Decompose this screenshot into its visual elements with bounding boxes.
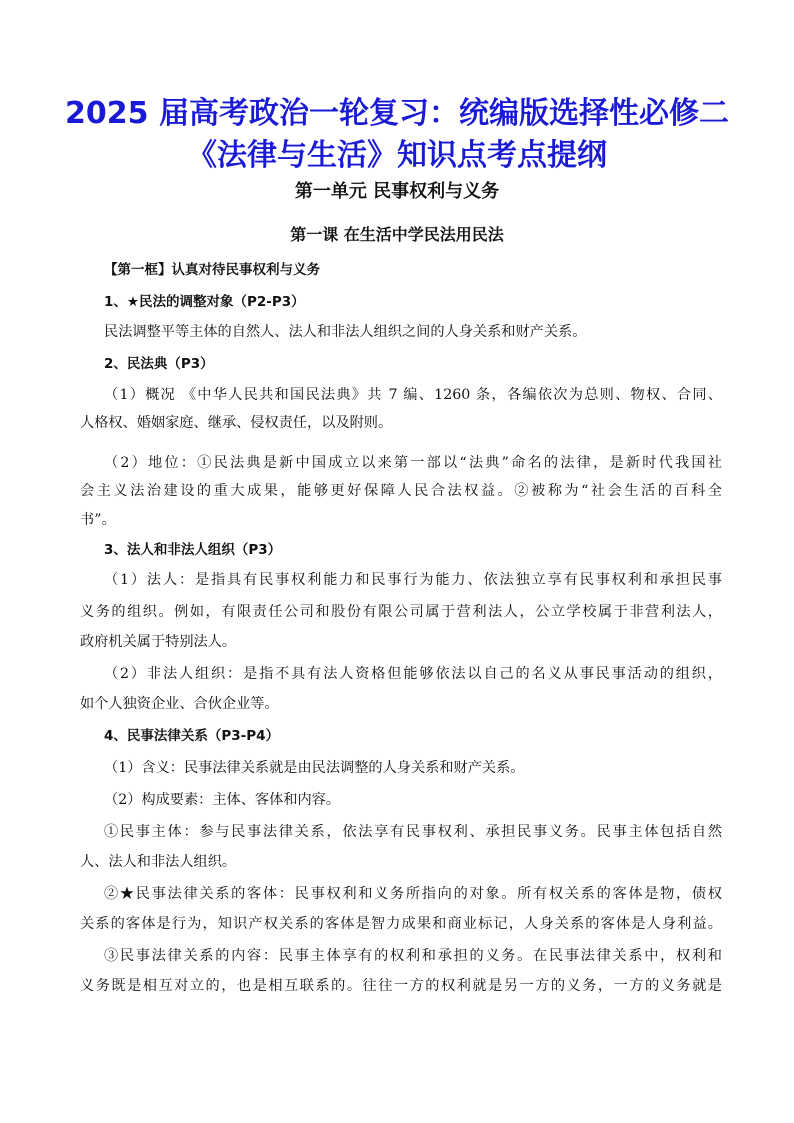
paragraph-line: ③民事法律关系的内容：民事主体享有的权利和承担的义务。在民事法律关系中，权利和 bbox=[104, 948, 722, 964]
paragraph-line: （1）概况 《中华人民共和国民法典》共 7 编、1260 条，各编依次为总则、物权、合同、 bbox=[104, 387, 722, 403]
paragraph-line: 人、法人和非法人组织。 bbox=[80, 854, 237, 870]
document-title-line-1: 2025 届高考政治一轮复习：统编版选择性必修二 bbox=[65, 96, 729, 131]
paragraph-line: （1）法人：是指具有民事权利能力和民事行为能力、依法独立享有民事权利和承担民事 bbox=[104, 572, 722, 588]
paragraph-line: 政府机关属于特别法人。 bbox=[80, 634, 237, 650]
paragraph-line: 如个人独资企业、合伙企业等。 bbox=[80, 696, 279, 712]
document-title-line-2: 《法律与生活》知识点考点提纲 bbox=[187, 138, 607, 173]
paragraph-line: ②★民事法律关系的客体：民事权利和义务所指向的对象。所有权关系的客体是物，债权 bbox=[104, 886, 722, 902]
paragraph-line: 会主义法治建设的重大成果，能够更好保障人民合法权益。②被称为“社会生活的百科全 bbox=[80, 483, 722, 499]
frame-title: 【第一框】认真对待民事权利与义务 bbox=[104, 262, 320, 278]
paragraph-line: 书”。 bbox=[80, 512, 116, 528]
section-heading-2: 2、民法典（P3） bbox=[104, 356, 214, 372]
paragraph-line: （1）含义：民事法律关系就是由民法调整的人身关系和财产关系。 bbox=[104, 760, 525, 776]
section-heading-1: 1、★民法的调整对象（P2-P3） bbox=[104, 294, 305, 310]
paragraph-line: 人格权、婚姻家庭、继承、侵权责任，以及附则。 bbox=[80, 415, 393, 431]
lesson-title: 第一课 在生活中学民法用民法 bbox=[290, 225, 504, 244]
paragraph-line: （2）构成要素：主体、客体和内容。 bbox=[104, 792, 341, 808]
paragraph-line: ①民事主体：参与民事法律关系，依法享有民事权利、承担民事义务。民事主体包括自然 bbox=[104, 824, 722, 840]
paragraph-line: （2）地位：①民法典是新中国成立以来第一部以“法典”命名的法律，是新时代我国社 bbox=[104, 455, 722, 471]
paragraph-line: 义务既是相互对立的，也是相互联系的。往往一方的权利就是另一方的义务，一方的义务就是 bbox=[80, 978, 722, 994]
paragraph-line: 民法调整平等主体的自然人、法人和非法人组织之间的人身关系和财产关系。 bbox=[104, 324, 587, 340]
section-heading-4: 4、民事法律关系（P3-P4） bbox=[104, 728, 280, 744]
unit-title: 第一单元 民事权利与义务 bbox=[294, 181, 500, 202]
paragraph-line: 关系的客体是行为，知识产权关系的客体是智力成果和商业标记，人身关系的客体是人身利益。 bbox=[80, 916, 722, 932]
paragraph-line: （2）非法人组织：是指不具有法人资格但能够依法以自己的名义从事民事活动的组织， bbox=[104, 666, 722, 682]
paragraph-line: 义务的组织。例如，有限责任公司和股份有限公司属于营利法人，公立学校属于非营利法人， bbox=[80, 604, 722, 620]
section-heading-3: 3、法人和非法人组织（P3） bbox=[104, 542, 282, 558]
